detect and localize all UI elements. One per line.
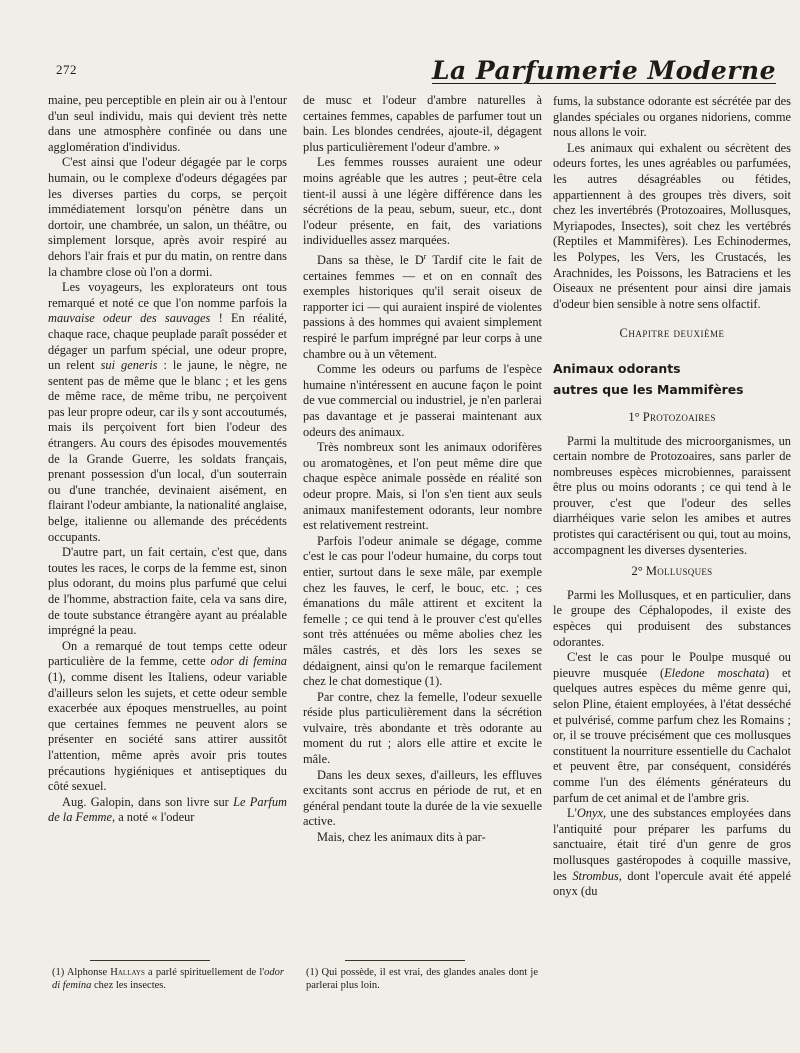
paragraph: Parmi la multitude des microorganismes, un certain nombre de Protozoaires, sans parler de nombreuses espèces microbiennes, paraissent être plus ou moins odorants ; ce qui tend à le prouver, c'est que l'odeur des selles diarrhéiques varie selon les amibes et autres protistes qui caractérisent ou qui, tout au moins, accompagnent les diverses dysenteries. <box>553 433 791 557</box>
paragraph: fums, la substance odorante est sécrétée par des glandes spéciales ou organes nidoriens, comme nous allons le voir. <box>553 94 791 140</box>
paragraph: C'est le cas pour le Poulpe musqué ou pieuvre musquée (Eledone moschata) et quelques autres espèces du même genre qui, selon Pline, étaient employées, à l'état desséché et pulvérisé, comme parfum chez les Romains ; or, il se trouve précisément que ces mollusques constituent la nourriture essentielle du Cachalot et peuvent être, par conséquent, considérés comme l'un des éléments générateurs du parfum de cet animal et de l'ambre gris. <box>553 650 791 805</box>
paragraph: Dans les deux sexes, d'ailleurs, les effluves excitants sont accrus en période de rut, et en général pendant toute la durée de la vie sexuelle active. <box>303 767 542 829</box>
paragraph: Par contre, chez la femelle, l'odeur sexuelle réside plus particulièrement dans la sécrétion vulvaire, très abondante et très odorante au moment du rut ; alors elle attire et excite le mâle. <box>303 689 542 767</box>
subsection-heading-mollusques: 2° Mollusques <box>631 564 713 579</box>
paragraph: de musc et l'odeur d'ambre naturelles à certaines femmes, capables de parfumer tout un bain. Les blondes cendrées, ajoute-il, dégagent plus particulièrement l'odeur d'ambre. » <box>303 93 542 154</box>
paragraph: Très nombreux sont les animaux odorifères ou aromatogènes, et l'on peut même dire que chaque espèce animale possède en réalité son odeur propre. Mais, si l'on s'en tient aux seuls animaux manifestement odorants, leur nombre est relativement restreint. <box>303 440 542 533</box>
paragraph: Comme les odeurs ou parfums de l'espèce humaine n'intéressent en aucune façon le point de vue commercial ou industriel, je n'en parlerai pas davantage et je passerai maintenant aux odeurs des animaux. <box>303 362 542 439</box>
text-column-3 <box>553 94 791 900</box>
paragraph: C'est ainsi que l'odeur dégagée par le corps humain, ou le complexe d'odeurs dégagées par les diverses parties du corps, se perçoit immédiatement lorsqu'on pénètre dans un dortoir, une chambrée, un salon, un théâtre, ou simplement lorsque, après avoir respiré au dehors l'air frais et pur du matin, on rentre dans la chambre close où l'on a dormi. <box>48 155 287 279</box>
paragraph: Aug. Galopin, dans son livre sur Le Parfum de la Femme, a noté « l'odeur <box>48 794 287 825</box>
footnote-2: (1) Qui possède, il est vrai, des glandes anales dont je parlerai plus loin. <box>306 967 538 991</box>
journal-running-head: La Parfumerie Moderne <box>431 56 776 85</box>
paragraph: D'autre part, un fait certain, c'est que, dans toutes les races, le corps de la femme est, sinon plus odorant, du moins plus parfumé que celui de l'homme, abstraction faite, cela va sans dire, de toute substance étrangère ayant au préalable imprégné la peau. <box>48 545 287 638</box>
footnote-1: (1) Alphonse Hallays a parlé spirituellement de l'odor di femina chez les insectes. <box>52 967 284 991</box>
section-title: Animaux odorants autres que les Mammifères <box>553 360 744 397</box>
paragraph: Les animaux qui exhalent ou sécrètent des odeurs fortes, les unes agréables ou parfumées, les autres désagréables ou fétides, appartiennent à des groupes très divers, soit chez les invertébrés (Protozoaires, Mollusques, Myriapodes, Insectes), soit chez les vertébrés (Reptiles et Mammifères). Les Echinodermes, les Polypes, les Vers, les Crustacés, les Arachnides, les Poissons, les Batraciens et les Oiseaux ne présentent pour ainsi dire jamais d'odeur bien sensible à notre sens olfactif. <box>553 140 791 311</box>
paragraph: Parfois l'odeur animale se dégage, comme c'est le cas pour l'odeur humaine, du corps tout entier, surtout dans le sexe mâle, par exemple chez les fauves, le cerf, le bouc, etc. ; ces émanations du mâle attirent et excitent la femelle ; ce qui tend à le prouver c'est qu'elles sont très atténuées ou même abolies chez les mâles castrés, et dès lors les sexes se dédaignent, ainsi qu'on le remarque facilement chez le chat domestique (1). <box>303 533 542 689</box>
footnote-rule <box>90 960 210 961</box>
text-column-2 <box>303 93 542 846</box>
paragraph: Dans sa thèse, le $D^r$ Tardif cite le fait de certaines femmes — et on en connaît des exemples historiques qu'il serait oiseux de rapporter ici — qui auraient inspiré de violentes passions à des hommes qui avaient simplement respiré le parfum imprégné par leur corps à une chambre ou à un vêtement. <box>303 251 542 361</box>
page-number: 272 <box>56 62 77 77</box>
paragraph: Les femmes rousses auraient une odeur moins agréable que les autres ; peut-être cela tient-il aussi à une légère différence dans les sécrétions de la peau, sebum, sueur, etc., dont l'odeur présente, en fait, des variations individuelles assez marquées. <box>303 155 542 248</box>
subsection-heading-protozoaires: 1° Protozoaires <box>628 409 716 424</box>
paragraph: L'Onyx, une des substances employées dans l'antiquité pour préparer les parfums du sanctuaire, était tiré d'un genre de gros mollusques gastéropodes à coquille massive, les Strombus, dont l'opercule avait été appelé onyx (du <box>553 806 791 899</box>
paragraph: Mais, chez les animaux dits à par- <box>317 830 486 845</box>
text-column-1 <box>48 93 287 826</box>
paragraph: Les voyageurs, les explorateurs ont tous remarqué et noté ce que l'on nomme parfois la mauvaise odeur des sauvages ! En réalité, chaque race, chaque peuplade paraît posséder et dégager un parfum spécial, une odeur propre, un relent sui generis : le jaune, le nègre, ne sentent pas de même que le blanc ; et les gens de même race, de même tribu, ne perçoivent pas leur propre odeur, car ils y sont accoutumés, mais ils perçoivent fort bien l'odeur des étrangers. Au cours des épisodes mouvementés de la Grande Guerre, les soldats français, prenant possession d'un local, d'un souterrain ou d'une tranchée, devinaient aisément, en flairant l'odeur ambiante, la nationalité anglaise, belge, italienne ou allemande des précédents occupants. <box>48 280 287 544</box>
footnote-rule <box>345 960 465 961</box>
paragraph: maine, peu perceptible en plein air ou à l'entour d'un seul individu, mais qui devient très nette dans une atmosphère confinée ou dans une agglomération d'individus. <box>48 93 287 154</box>
paragraph: Parmi les Mollusques, et en particulier, dans le groupe des Céphalopodes, il existe des espèces qui produisent des substances odorantes. <box>553 587 791 649</box>
paragraph: On a remarqué de tout temps cette odeur particulière de la femme, cette odor di femina (1), comme disent les Italiens, odeur variable d'ailleurs selon les sujets, et cette odeur semble exacerbée aux époques menstruelles, au point que certaines femmes ne peuvent alors se présenter en société sans attirer aussitôt l'attention, même après avoir pris toutes précautions hygiéniques et antiseptiques du côté sexuel. <box>48 638 288 794</box>
chapter-heading: Chapitre deuxième <box>619 326 725 341</box>
